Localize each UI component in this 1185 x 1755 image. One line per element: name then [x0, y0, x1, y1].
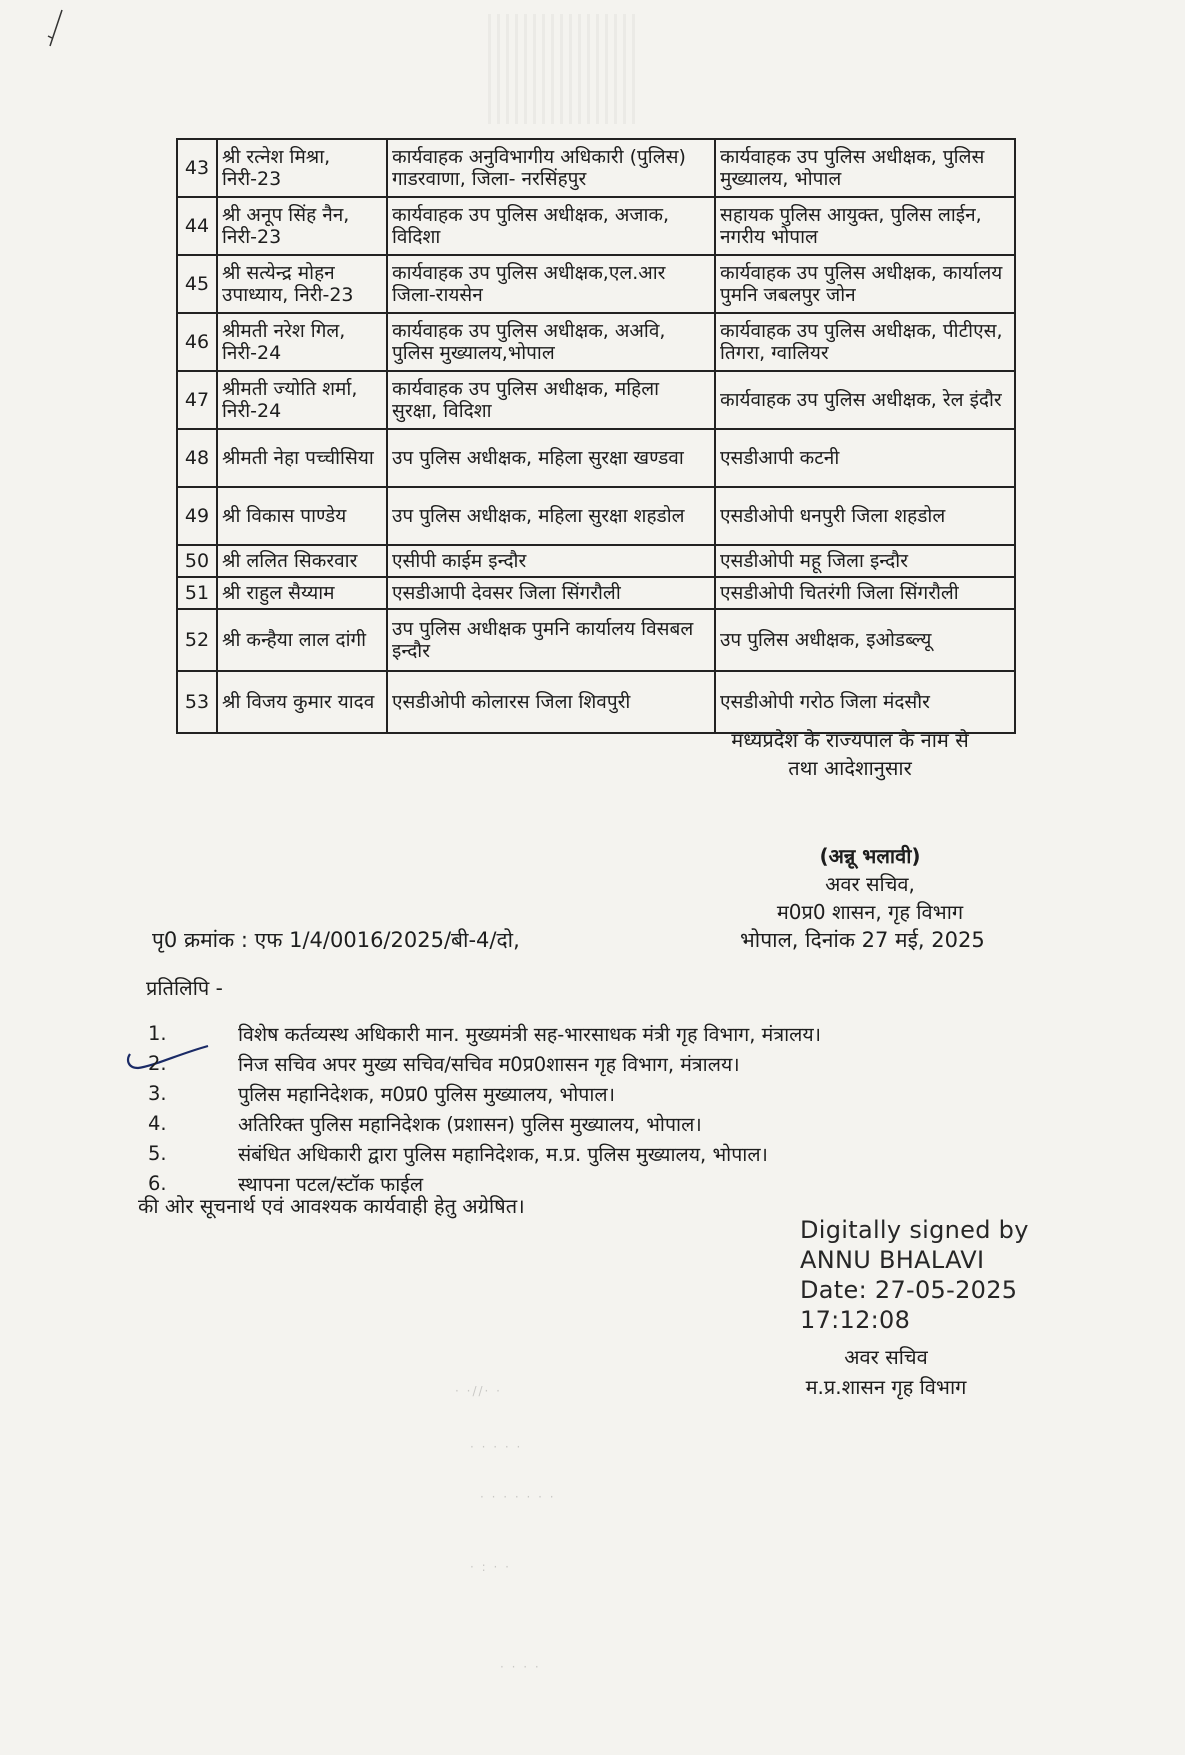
new-posting: एसडीओपी धनपुरी जिला शहडोल	[715, 487, 1015, 545]
new-posting: उप पुलिस अधीक्षक, इओडब्ल्यू	[715, 609, 1015, 671]
table-row	[177, 577, 1015, 609]
signatory-designation: अवर सचिव,	[825, 872, 915, 896]
table-row	[177, 197, 1015, 255]
scan-smudge: · ·//· ·	[455, 1384, 502, 1398]
row-number: 48	[177, 429, 217, 487]
copy-recipient: अतिरिक्त पुलिस महानिदेशक (प्रशासन) पुलिस मुख्यालय, भोपाल।	[238, 1112, 702, 1136]
officer-name: श्री रत्नेश मिश्रा, निरी-23	[217, 139, 387, 197]
copy-number: 5.	[148, 1141, 167, 1165]
faded-stamp	[488, 14, 638, 124]
list-item	[144, 1138, 1064, 1168]
current-posting: कार्यवाहक उप पुलिस अधीक्षक,एल.आर जिला-रायसेन	[387, 255, 715, 313]
table-row	[177, 671, 1015, 733]
new-posting: सहायक पुलिस आयुक्त, पुलिस लाईन, नगरीय भोपाल	[715, 197, 1015, 255]
copy-number: 1.	[148, 1021, 167, 1045]
table-row	[177, 255, 1015, 313]
copy-recipient: विशेष कर्तव्यस्थ अधिकारी मान. मुख्यमंत्री सह-भारसाधक मंत्री गृह विभाग, मंत्रालय।	[238, 1022, 822, 1046]
scan-smudge: · : · ·	[470, 1560, 511, 1574]
order-authority-line1: मध्यप्रदेश के राज्यपाल के नाम से	[731, 728, 969, 752]
order-authority-line2: तथा आदेशानुसार	[788, 756, 912, 780]
scan-smudge: · · · ·	[500, 1660, 541, 1674]
new-posting: एसडीओपी चितरंगी जिला सिंगरौली	[715, 577, 1015, 609]
row-number: 51	[177, 577, 217, 609]
list-item	[144, 1108, 1064, 1138]
officer-name: श्रीमती ज्योति शर्मा, निरी-24	[217, 371, 387, 429]
new-posting: कार्यवाहक उप पुलिस अधीक्षक, पुलिस मुख्यालय, भोपाल	[715, 139, 1015, 197]
table-row	[177, 609, 1015, 671]
officer-name: श्री विकास पाण्डेय	[217, 487, 387, 545]
officer-name: श्रीमती नरेश गिल, निरी-24	[217, 313, 387, 371]
signature-title-line2: म.प्र.शासन गृह विभाग	[805, 1375, 967, 1399]
new-posting: एसडीओपी गरोठ जिला मंदसौर	[715, 671, 1015, 733]
new-posting: कार्यवाहक उप पुलिस अधीक्षक, पीटीएस, तिगरा, ग्वालियर	[715, 313, 1015, 371]
current-posting: कार्यवाहक उप पुलिस अधीक्षक, अअवि, पुलिस मुख्यालय,भोपाल	[387, 313, 715, 371]
scan-smudge: · · · · · · ·	[480, 1490, 556, 1504]
current-posting: एसीपी काईम इन्दौर	[387, 545, 715, 577]
new-posting: कार्यवाहक उप पुलिस अधीक्षक, रेल इंदौर	[715, 371, 1015, 429]
digital-signature	[800, 1215, 1029, 1335]
table-row	[177, 487, 1015, 545]
row-number: 50	[177, 545, 217, 577]
new-posting: एसडीआपी कटनी	[715, 429, 1015, 487]
current-posting: कार्यवाहक उप पुलिस अधीक्षक, महिला सुरक्षा, विदिशा	[387, 371, 715, 429]
table-row	[177, 139, 1015, 197]
signatory-name: (अन्नू भलावी)	[819, 844, 921, 868]
current-posting: उप पुलिस अधीक्षक, महिला सुरक्षा खण्डवा	[387, 429, 715, 487]
row-number: 53	[177, 671, 217, 733]
current-posting: कार्यवाहक अनुविभागीय अधिकारी (पुलिस) गाडरवाणा, जिला- नरसिंहपुर	[387, 139, 715, 197]
pen-mark	[28, 6, 68, 66]
officer-name: श्री ललित सिकरवार	[217, 545, 387, 577]
copy-number: 2.	[148, 1051, 167, 1075]
transfer-table	[176, 138, 1016, 734]
digital-signature-line1: Digitally signed by	[800, 1216, 1029, 1244]
new-posting: कार्यवाहक उप पुलिस अधीक्षक, कार्यालय पुमनि जबलपुर जोन	[715, 255, 1015, 313]
officer-name: श्री सत्येन्द्र मोहन उपाध्याय, निरी-23	[217, 255, 387, 313]
officer-name: श्री कन्हैया लाल दांगी	[217, 609, 387, 671]
reference-number: पृ0 क्रमांक : एफ 1/4/0016/2025/बी-4/दो,	[152, 928, 520, 952]
copy-recipient: पुलिस महानिदेशक, म0प्र0 पुलिस मुख्यालय, भोपाल।	[238, 1082, 616, 1106]
digital-signature-line3: Date: 27-05-2025	[800, 1276, 1018, 1304]
row-number: 52	[177, 609, 217, 671]
officer-name: श्रीमती नेहा पच्चीसिया	[217, 429, 387, 487]
table-row	[177, 429, 1015, 487]
table-row	[177, 313, 1015, 371]
row-number: 45	[177, 255, 217, 313]
table-row	[177, 545, 1015, 577]
new-posting: एसडीओपी महू जिला इन्दौर	[715, 545, 1015, 577]
current-posting: एसडीओपी कोलारस जिला शिवपुरी	[387, 671, 715, 733]
copy-number: 6.	[148, 1171, 167, 1195]
officer-name: श्री राहुल सैय्याम	[217, 577, 387, 609]
table-row	[177, 371, 1015, 429]
current-posting: कार्यवाहक उप पुलिस अधीक्षक, अजाक, विदिशा	[387, 197, 715, 255]
current-posting: उप पुलिस अधीक्षक, महिला सुरक्षा शहडोल	[387, 487, 715, 545]
row-number: 44	[177, 197, 217, 255]
row-number: 46	[177, 313, 217, 371]
copy-number: 3.	[148, 1081, 167, 1105]
copy-recipient: निज सचिव अपर मुख्य सचिव/सचिव म0प्र0शासन गृह विभाग, मंत्रालय।	[238, 1052, 740, 1076]
closing-line: की ओर सूचनार्थ एवं आवश्यक कार्यवाही हेतु अग्रेषित।	[138, 1194, 525, 1218]
signatory-block	[740, 842, 1000, 926]
signature-title	[786, 1342, 986, 1402]
digital-signature-line2: ANNU BHALAVI	[800, 1246, 985, 1274]
row-number: 49	[177, 487, 217, 545]
copy-list	[144, 1018, 1064, 1198]
signatory-department: म0प्र0 शासन, गृह विभाग	[776, 900, 964, 924]
signature-title-line1: अवर सचिव	[844, 1345, 928, 1369]
current-posting: उप पुलिस अधीक्षक पुमनि कार्यालय विसबल इन्दौर	[387, 609, 715, 671]
copy-recipient: स्थापना पटल/स्टॉक फाईल	[238, 1172, 424, 1196]
copy-recipient: संबंधित अधिकारी द्वारा पुलिस महानिदेशक, म.प्र. पुलिस मुख्यालय, भोपाल।	[238, 1142, 768, 1166]
order-authority	[690, 726, 1010, 782]
row-number: 43	[177, 139, 217, 197]
scan-smudge: · · · · ·	[470, 1440, 523, 1454]
digital-signature-line4: 17:12:08	[800, 1306, 911, 1334]
list-item	[144, 1018, 1064, 1048]
officer-name: श्री विजय कुमार यादव	[217, 671, 387, 733]
row-number: 47	[177, 371, 217, 429]
copy-label: प्रतिलिपि -	[146, 976, 223, 1000]
copy-number: 4.	[148, 1111, 167, 1135]
list-item	[144, 1048, 1064, 1078]
place-date: भोपाल, दिनांक 27 मई, 2025	[740, 928, 985, 952]
officer-name: श्री अनूप सिंह नैन, निरी-23	[217, 197, 387, 255]
list-item	[144, 1078, 1064, 1108]
current-posting: एसडीआपी देवसर जिला सिंगरौली	[387, 577, 715, 609]
